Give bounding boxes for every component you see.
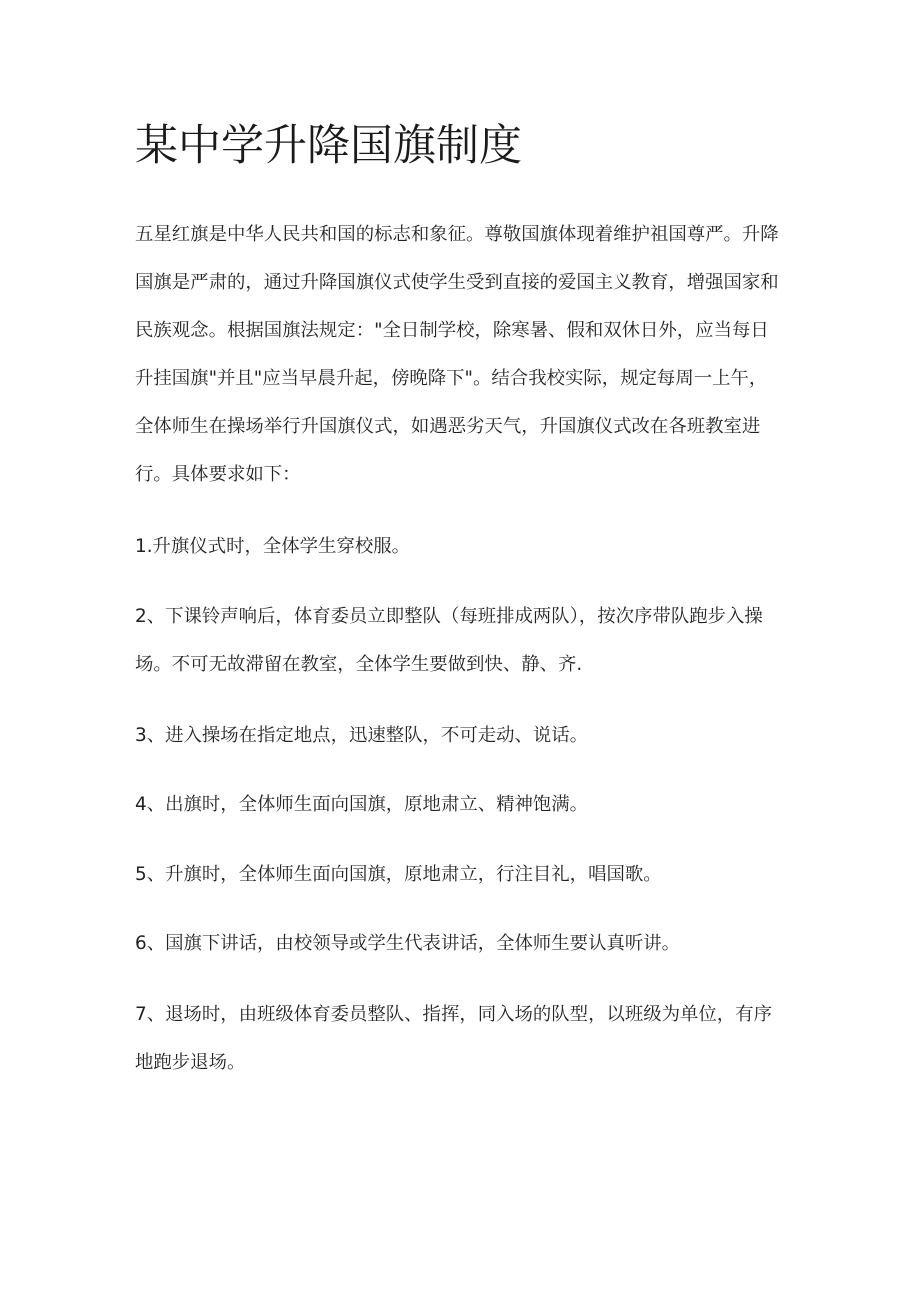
rule-item-6: 6、国旗下讲话，由校领导或学生代表讲话，全体师生要认真听讲。 [135,933,681,954]
rule-item-7: 7、退场时，由班级体育委员整队、指挥，同入场的队型，以班级为单位，有序地跑步退场。 [135,1004,772,1073]
rule-item-3: 3、进入操场在指定地点，迅速整队，不可走动、说话。 [135,725,589,746]
rule-item-2: 2、下课铃声响后，体育委员立即整队（每班排成两队），按次序带队跑步入操场。不可无故滞留在教室，全体学生要做到快、静、齐. [135,606,763,675]
rule-item-4: 4、出旗时，全体师生面向国旗，原地肃立、精神饱满。 [135,794,589,815]
rule-item-5: 5、升旗时，全体师生面向国旗，原地肃立，行注目礼，唱国歌。 [135,864,662,885]
rule-item-1: 1.升旗仪式时，全体学生穿校服。 [135,536,411,557]
document-title: 某中学升降国旗制度 [135,121,522,171]
intro-paragraph: 五星红旗是中华人民共和国的标志和象征。尊敬国旗体现着维护祖国尊严。升降国旗是严肃的，通过升降国旗仪式使学生受到直接的爱国主义教育，增强国家和民族观念。根据国旗法规定："全日制学校，除寒暑、假和双休日外，应当每日升挂国旗"并且"应当早晨升起，傍晚降下"。结合我校实际，规定每周一上午，全体师生在操场举行升国旗仪式，如遇恶劣天气，升国旗仪式改在各班教室进行。具体要求如下： [135,224,779,485]
